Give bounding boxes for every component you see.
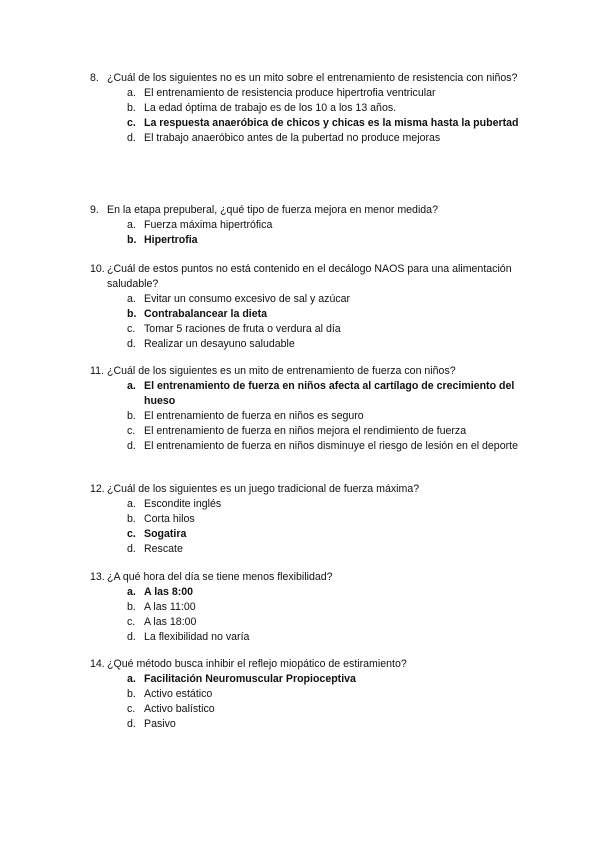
question-9	[90, 203, 520, 248]
option-b	[127, 101, 520, 116]
question-text: ¿Cuál de los siguientes es un juego tradicional de fuerza máxima?	[107, 483, 420, 495]
option-letter: a.	[127, 498, 136, 510]
option-letter: d.	[127, 718, 136, 730]
option-c-correct	[127, 116, 520, 131]
question-text: ¿Cuál de los siguientes no es un mito sobre el entrenamiento de resistencia con niños?	[107, 72, 518, 84]
option-d	[127, 131, 520, 146]
option-letter: c.	[127, 117, 136, 129]
option-c	[127, 615, 520, 630]
option-d	[127, 717, 520, 732]
option-text: Hipertrofia	[144, 234, 198, 246]
option-letter: a.	[127, 87, 136, 99]
option-letter: a.	[127, 293, 136, 305]
option-text: Pasivo	[144, 718, 176, 730]
option-text: La flexibilidad no varía	[144, 631, 250, 643]
option-text: El entrenamiento de fuerza en niños afecta al cartílago de crecimiento del hueso	[144, 380, 515, 407]
option-text: Realizar un desayuno saludable	[144, 338, 295, 350]
question-text: ¿Cuál de estos puntos no está contenido en el decálogo NAOS para una alimentación saludable?	[107, 263, 512, 290]
option-text: El entrenamiento de resistencia produce hipertrofia ventricular	[144, 87, 436, 99]
option-c-correct	[127, 527, 520, 542]
option-text: La edad óptima de trabajo es de los 10 a los 13 años.	[144, 102, 397, 114]
option-d	[127, 630, 520, 645]
option-letter: b.	[127, 688, 136, 700]
option-text: Corta hilos	[144, 513, 195, 525]
question-text-row	[90, 262, 520, 292]
question-text-row	[90, 482, 520, 497]
option-letter: c.	[127, 425, 136, 437]
option-a	[127, 497, 520, 512]
option-text: La respuesta anaeróbica de chicos y chicas es la misma hasta la pubertad	[144, 117, 519, 129]
option-text: Tomar 5 raciones de fruta o verdura al día	[144, 323, 341, 335]
option-text: Contrabalancear la dieta	[144, 308, 268, 320]
option-list	[90, 379, 520, 454]
option-text: Activo balístico	[144, 703, 215, 715]
option-a	[127, 292, 520, 307]
option-letter: d.	[127, 631, 136, 643]
option-text: El trabajo anaeróbico antes de la pubertad no produce mejoras	[144, 132, 441, 144]
question-10	[90, 262, 520, 352]
option-text: A las 11:00	[144, 601, 196, 613]
option-list	[90, 292, 520, 352]
option-letter: d.	[127, 338, 136, 350]
option-text: Evitar un consumo excesivo de sal y azúcar	[144, 293, 351, 305]
question-12	[90, 482, 520, 557]
question-number: 8.	[90, 72, 99, 84]
option-d	[127, 439, 520, 454]
option-letter: b.	[127, 234, 137, 246]
question-number: 12.	[90, 483, 105, 495]
option-list	[90, 218, 520, 248]
option-b-correct	[127, 233, 520, 248]
question-text-row	[90, 71, 520, 86]
option-letter: b.	[127, 601, 136, 613]
option-text: Rescate	[144, 543, 183, 555]
option-c	[127, 702, 520, 717]
question-text-row	[90, 364, 520, 379]
option-text: El entrenamiento de fuerza en niños disminuye el riesgo de lesión en el deporte	[144, 440, 518, 452]
question-number: 14.	[90, 658, 105, 670]
option-list	[90, 672, 520, 732]
option-text: A las 18:00	[144, 616, 197, 628]
question-13	[90, 570, 520, 645]
option-letter: c.	[127, 528, 136, 540]
question-text: ¿Cuál de los siguientes es un mito de entrenamiento de fuerza con niños?	[107, 365, 456, 377]
option-text: A las 8:00	[144, 586, 194, 598]
option-text: Escondite inglés	[144, 498, 222, 510]
option-letter: c.	[127, 616, 136, 628]
question-11	[90, 364, 520, 454]
question-text: ¿Qué método busca inhibir el reflejo miopático de estiramiento?	[107, 658, 407, 670]
option-letter: d.	[127, 440, 136, 452]
option-list	[90, 585, 520, 645]
question-text: ¿A qué hora del día se tiene menos flexibilidad?	[107, 571, 333, 583]
option-d	[127, 337, 520, 352]
option-letter: b.	[127, 102, 136, 114]
option-letter: b.	[127, 410, 136, 422]
option-text: Fuerza máxima hipertrófica	[144, 219, 273, 231]
option-letter: a.	[127, 586, 136, 598]
option-c	[127, 322, 520, 337]
option-letter: c.	[127, 323, 136, 335]
option-b	[127, 687, 520, 702]
question-number: 13.	[90, 571, 105, 583]
option-letter: a.	[127, 380, 136, 392]
option-d	[127, 542, 520, 557]
option-b-correct	[127, 307, 520, 322]
option-a	[127, 218, 520, 233]
question-14	[90, 657, 520, 732]
option-text: Sogatira	[144, 528, 187, 540]
option-a-correct	[127, 672, 520, 687]
question-text-row	[90, 570, 520, 585]
question-text: En la etapa prepuberal, ¿qué tipo de fuerza mejora en menor medida?	[107, 204, 438, 216]
option-a-correct	[127, 585, 520, 600]
option-a-correct	[127, 379, 520, 409]
question-number: 11.	[90, 365, 104, 377]
question-number: 9.	[90, 204, 99, 216]
option-b	[127, 512, 520, 527]
option-letter: a.	[127, 673, 136, 685]
question-8	[90, 71, 520, 146]
option-letter: b.	[127, 308, 137, 320]
option-letter: d.	[127, 543, 136, 555]
option-letter: b.	[127, 513, 136, 525]
option-b	[127, 409, 520, 424]
option-letter: d.	[127, 132, 136, 144]
option-list	[90, 497, 520, 557]
question-number: 10.	[90, 263, 105, 275]
option-text: El entrenamiento de fuerza en niños mejora el rendimiento de fuerza	[144, 425, 467, 437]
question-text-row	[90, 203, 520, 218]
option-text: El entrenamiento de fuerza en niños es seguro	[144, 410, 364, 422]
option-letter: a.	[127, 219, 136, 231]
option-text: Facilitación Neuromuscular Propioceptiva	[144, 673, 356, 685]
option-a	[127, 86, 520, 101]
option-letter: c.	[127, 703, 136, 715]
option-c	[127, 424, 520, 439]
option-text: Activo estático	[144, 688, 213, 700]
question-text-row	[90, 657, 520, 672]
option-list	[90, 86, 520, 146]
option-b	[127, 600, 520, 615]
